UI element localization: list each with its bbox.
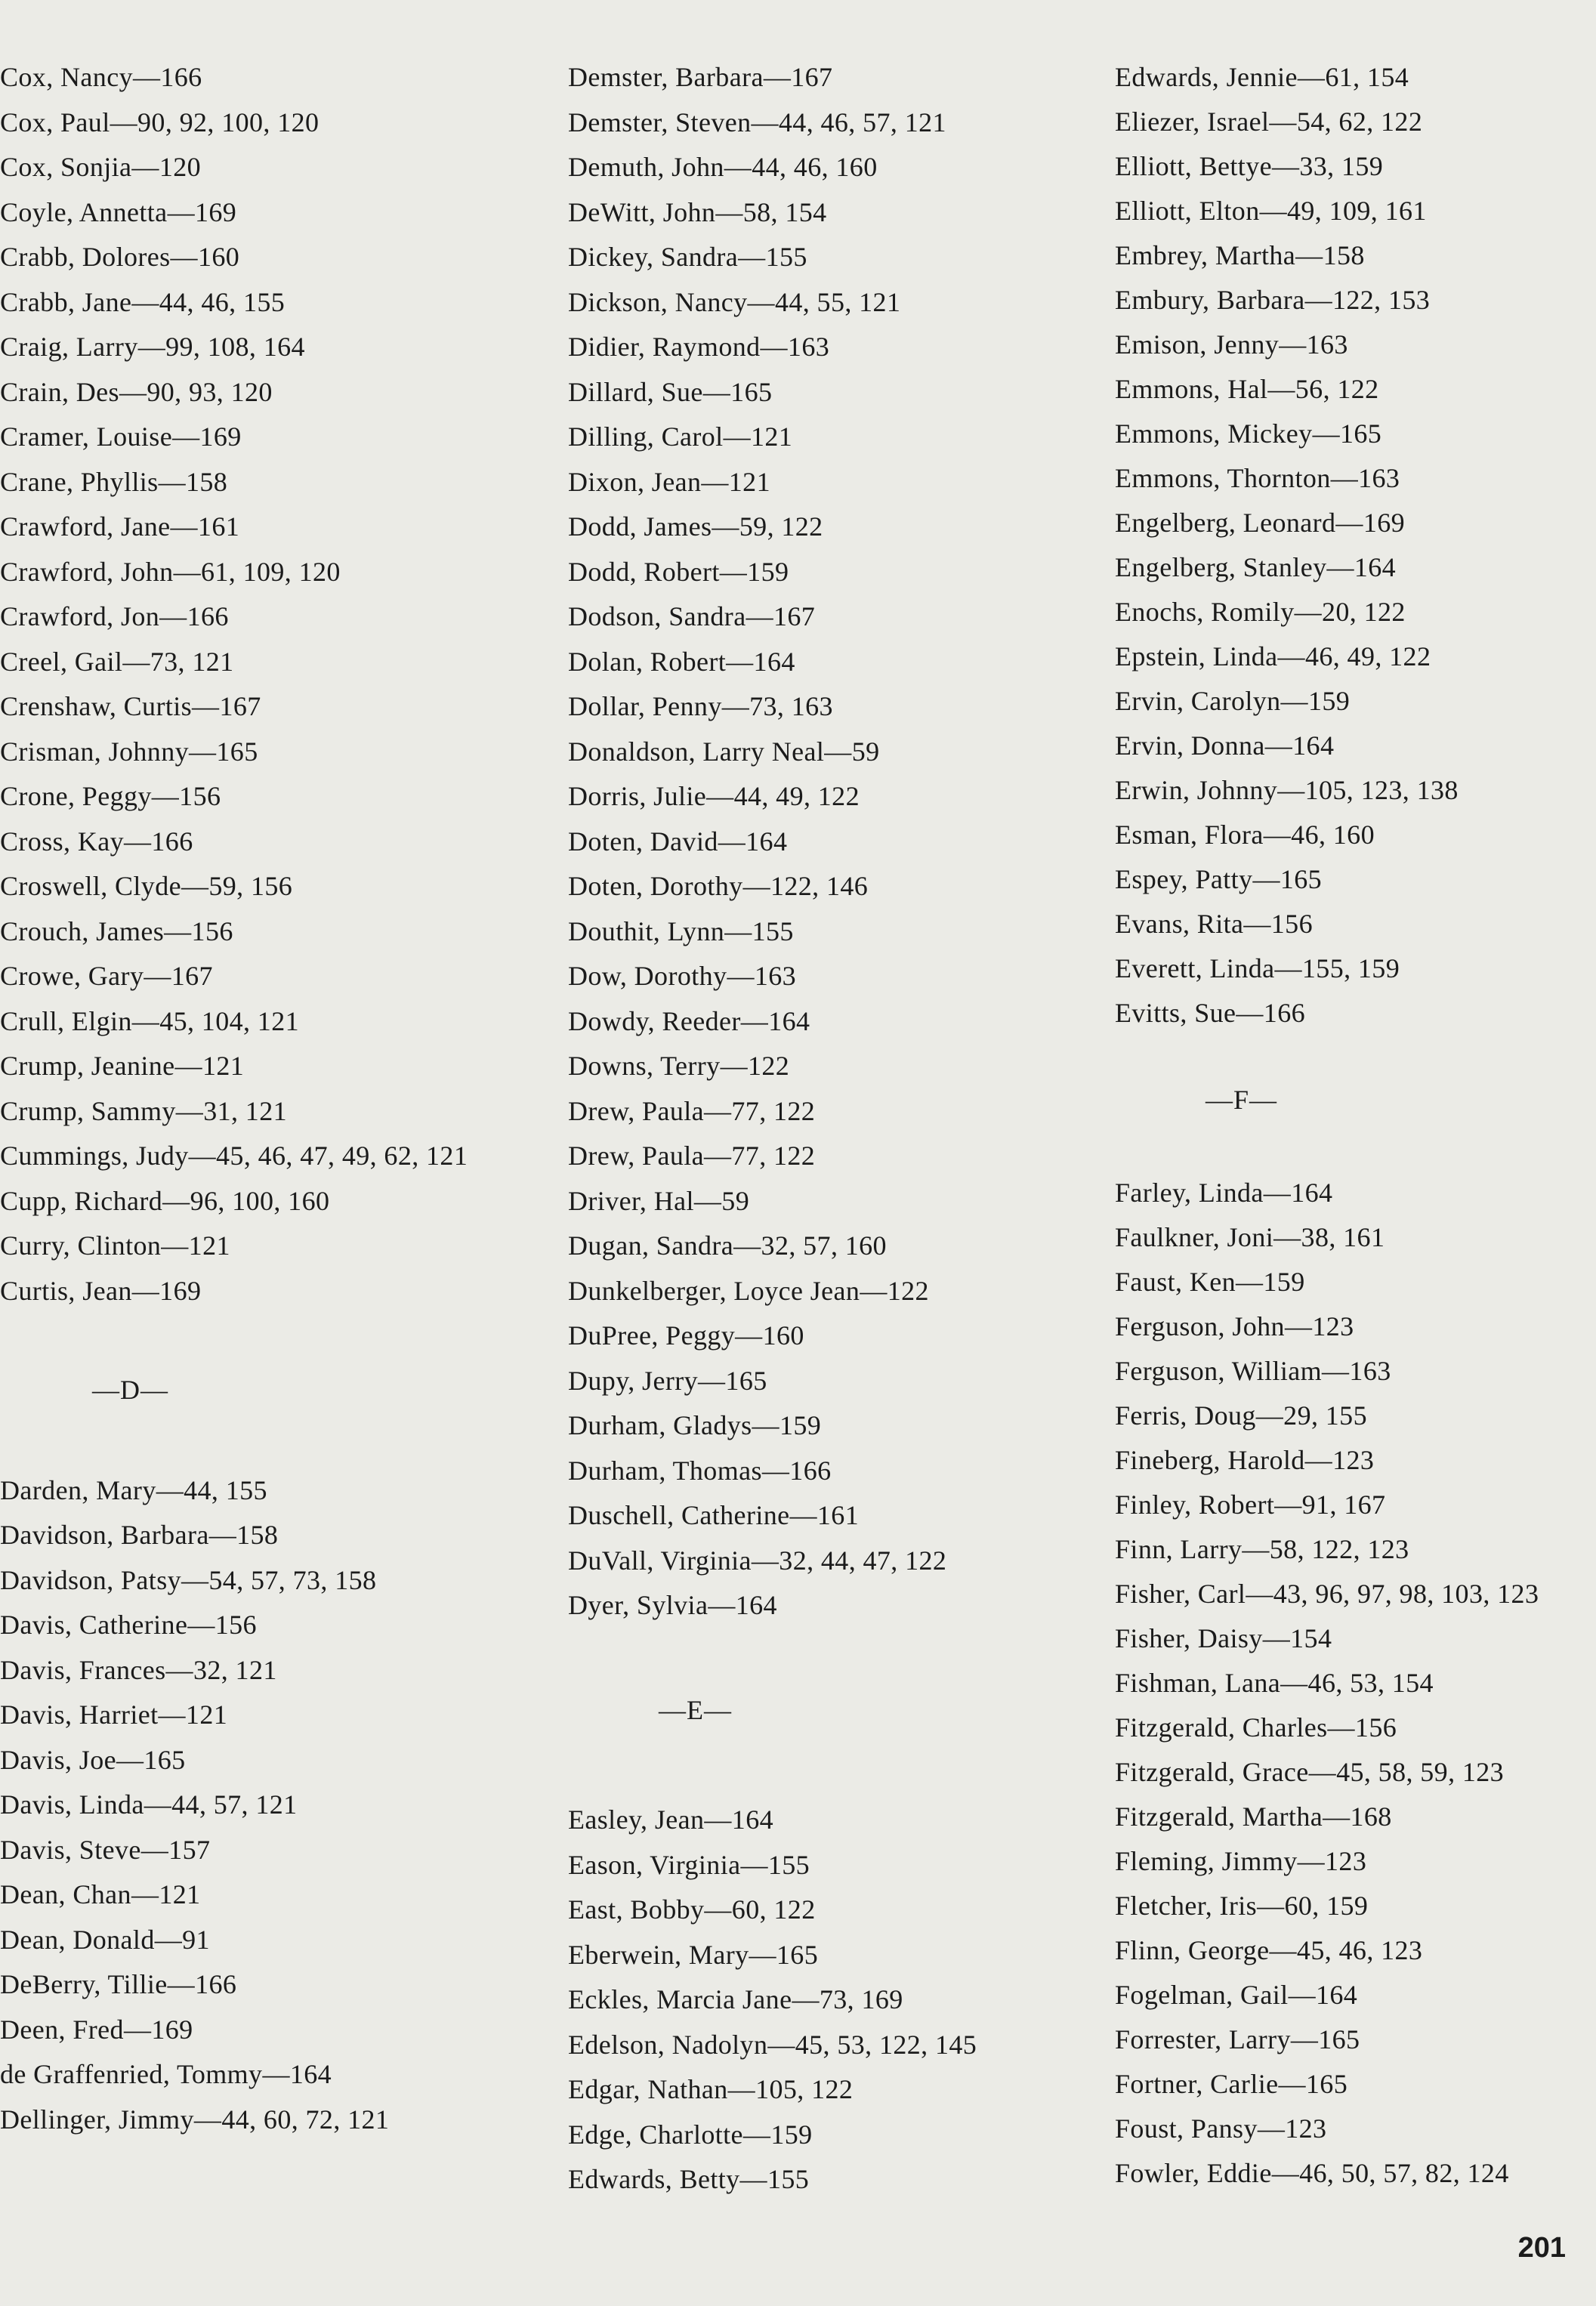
index-entry: Downs, Terry—122 xyxy=(568,1051,790,1081)
index-entry: Dillard, Sue—165 xyxy=(568,376,773,407)
index-entry: Eberwein, Mary—165 xyxy=(568,1939,819,1970)
index-entry: Eason, Virginia—155 xyxy=(568,1849,810,1880)
index-entry: Crawford, Jon—166 xyxy=(0,601,229,631)
index-entry: Crabb, Dolores—160 xyxy=(0,242,240,272)
index-entry: Davis, Frances—32, 121 xyxy=(0,1654,277,1685)
index-entry: Dodson, Sandra—167 xyxy=(568,601,816,631)
index-entry: Driver, Hal—59 xyxy=(568,1185,750,1216)
page-number: 201 xyxy=(1517,2232,1566,2264)
index-entry: Edwards, Betty—155 xyxy=(568,2164,810,2194)
index-entry: Edge, Charlotte—159 xyxy=(568,2119,813,2150)
index-entry: Enochs, Romily—20, 122 xyxy=(1115,597,1406,627)
index-entry: Deen, Fred—169 xyxy=(0,2014,193,2045)
index-entry: Davis, Steve—157 xyxy=(0,1834,211,1865)
index-entry: Crull, Elgin—45, 104, 121 xyxy=(0,1005,299,1036)
index-entry: Douthit, Lynn—155 xyxy=(568,915,794,946)
index-entry: Crabb, Jane—44, 46, 155 xyxy=(0,286,286,317)
index-entry: Crump, Jeanine—121 xyxy=(0,1051,245,1081)
index-entry: DeWitt, John—58, 154 xyxy=(568,196,827,227)
index-entry: Fineberg, Harold—123 xyxy=(1115,1445,1375,1475)
index-entry: Durham, Thomas—166 xyxy=(568,1455,832,1486)
section-letter-heading: —E— xyxy=(659,1695,732,1725)
index-entry: Davis, Catherine—156 xyxy=(0,1610,257,1640)
index-entry: Engelberg, Leonard—169 xyxy=(1115,508,1406,538)
index-entry: Dow, Dorothy—163 xyxy=(568,961,797,991)
index-entry: Fitzgerald, Charles—156 xyxy=(1115,1712,1397,1743)
index-entry: Dilling, Carol—121 xyxy=(568,421,793,452)
index-entry: Dellinger, Jimmy—44, 60, 72, 121 xyxy=(0,2104,390,2135)
index-entry: Dupy, Jerry—165 xyxy=(568,1365,767,1396)
index-entry: Cummings, Judy—45, 46, 47, 49, 62, 121 xyxy=(0,1141,468,1171)
index-entry: Emmons, Mickey—165 xyxy=(1115,418,1382,449)
index-entry: Fortner, Carlie—165 xyxy=(1115,2069,1348,2099)
index-entry: Crone, Peggy—156 xyxy=(0,781,221,811)
index-entry: Elliott, Bettye—33, 159 xyxy=(1115,151,1384,181)
index-entry: Curtis, Jean—169 xyxy=(0,1275,202,1306)
index-entry: Fletcher, Iris—60, 159 xyxy=(1115,1891,1369,1921)
index-entry: Dollar, Penny—73, 163 xyxy=(568,691,833,721)
index-entry: Davidson, Patsy—54, 57, 73, 158 xyxy=(0,1564,377,1595)
index-entry: Davidson, Barbara—158 xyxy=(0,1520,279,1550)
index-entry: Fogelman, Gail—164 xyxy=(1115,1980,1358,2010)
index-entry: Espey, Patty—165 xyxy=(1115,864,1323,894)
index-entry: Dean, Donald—91 xyxy=(0,1924,210,1955)
index-entry: Flinn, George—45, 46, 123 xyxy=(1115,1935,1423,1965)
index-entry: Erwin, Johnny—105, 123, 138 xyxy=(1115,775,1459,805)
index-entry: Curry, Clinton—121 xyxy=(0,1230,230,1261)
index-entry: DeBerry, Tillie—166 xyxy=(0,1969,237,1999)
index-entry: Crisman, Johnny—165 xyxy=(0,736,258,767)
index-entry: Ervin, Donna—164 xyxy=(1115,730,1335,761)
index-entry: Dolan, Robert—164 xyxy=(568,646,795,677)
index-entry: Emison, Jenny—163 xyxy=(1115,329,1348,360)
index-entry: Coyle, Annetta—169 xyxy=(0,196,237,227)
index-entry: Cross, Kay—166 xyxy=(0,826,193,857)
index-entry: Crain, Des—90, 93, 120 xyxy=(0,376,273,407)
index-entry: Emmons, Hal—56, 122 xyxy=(1115,374,1379,404)
index-entry: Edelson, Nadolyn—45, 53, 122, 145 xyxy=(568,2029,977,2060)
index-entry: Faust, Ken—159 xyxy=(1115,1267,1305,1297)
index-entry: Ferris, Doug—29, 155 xyxy=(1115,1400,1367,1431)
index-entry: Davis, Linda—44, 57, 121 xyxy=(0,1789,298,1820)
index-entry: Dyer, Sylvia—164 xyxy=(568,1590,777,1620)
index-entry: Ferguson, John—123 xyxy=(1115,1311,1354,1341)
index-entry: DuVall, Virginia—32, 44, 47, 122 xyxy=(568,1545,947,1576)
index-entry: Darden, Mary—44, 155 xyxy=(0,1474,267,1505)
index-entry: Embrey, Martha—158 xyxy=(1115,240,1365,270)
index-entry: Fitzgerald, Martha—168 xyxy=(1115,1801,1392,1832)
index-entry: Crenshaw, Curtis—167 xyxy=(0,691,261,721)
index-entry: Epstein, Linda—46, 49, 122 xyxy=(1115,641,1431,671)
section-letter-heading: —D— xyxy=(92,1374,168,1405)
index-entry: Dorris, Julie—44, 49, 122 xyxy=(568,781,860,811)
index-entry: Ervin, Carolyn—159 xyxy=(1115,686,1351,716)
index-entry: Crouch, James—156 xyxy=(0,915,233,946)
index-entry: Dodd, James—59, 122 xyxy=(568,511,823,542)
section-letter-heading: —F— xyxy=(1205,1085,1278,1115)
index-entry: Fowler, Eddie—46, 50, 57, 82, 124 xyxy=(1115,2158,1509,2188)
index-entry: Eliezer, Israel—54, 62, 122 xyxy=(1115,107,1423,137)
index-entry: DuPree, Peggy—160 xyxy=(568,1320,804,1351)
index-entry: Durham, Gladys—159 xyxy=(568,1410,822,1440)
index-entry: Duschell, Catherine—161 xyxy=(568,1500,860,1530)
index-entry: Farley, Linda—164 xyxy=(1115,1178,1333,1208)
index-entry: Easley, Jean—164 xyxy=(568,1804,773,1835)
index-entry: Cupp, Richard—96, 100, 160 xyxy=(0,1185,330,1216)
index-entry: Dugan, Sandra—32, 57, 160 xyxy=(568,1230,887,1261)
index-entry: Dunkelberger, Loyce Jean—122 xyxy=(568,1275,929,1306)
index-entry: Cox, Paul—90, 92, 100, 120 xyxy=(0,107,320,137)
index-entry: Emmons, Thornton—163 xyxy=(1115,463,1400,493)
index-entry: Creel, Gail—73, 121 xyxy=(0,646,234,677)
index-entry: de Graffenried, Tommy—164 xyxy=(0,2059,332,2089)
index-entry: Edwards, Jennie—61, 154 xyxy=(1115,62,1409,92)
index-entry: Finn, Larry—58, 122, 123 xyxy=(1115,1534,1409,1564)
index-column-2 xyxy=(568,60,1089,2208)
index-entry: Fleming, Jimmy—123 xyxy=(1115,1846,1367,1876)
index-entry: Fishman, Lana—46, 53, 154 xyxy=(1115,1668,1434,1698)
index-entry: Davis, Joe—165 xyxy=(0,1744,186,1775)
index-entry: Engelberg, Stanley—164 xyxy=(1115,552,1397,582)
index-entry: Didier, Raymond—163 xyxy=(568,332,830,362)
index-entry: Doten, Dorothy—122, 146 xyxy=(568,871,869,901)
index-entry: Dixon, Jean—121 xyxy=(568,466,770,497)
index-entry: East, Bobby—60, 122 xyxy=(568,1894,816,1925)
index-entry: Cox, Nancy—166 xyxy=(0,62,202,92)
index-entry: Dickey, Sandra—155 xyxy=(568,242,807,272)
index-entry: Esman, Flora—46, 160 xyxy=(1115,820,1375,850)
index-entry: Crawford, John—61, 109, 120 xyxy=(0,556,341,587)
index-entry: Foust, Pansy—123 xyxy=(1115,2113,1327,2144)
index-entry: Edgar, Nathan—105, 122 xyxy=(568,2074,854,2104)
index-entry: Crump, Sammy—31, 121 xyxy=(0,1095,288,1126)
index-entry: Faulkner, Joni—38, 161 xyxy=(1115,1222,1385,1252)
index-entry: Crane, Phyllis—158 xyxy=(0,466,228,497)
index-entry: Fitzgerald, Grace—45, 58, 59, 123 xyxy=(1115,1757,1505,1787)
index-entry: Davis, Harriet—121 xyxy=(0,1699,228,1730)
index-entry: Craig, Larry—99, 108, 164 xyxy=(0,332,305,362)
index-column-1 xyxy=(0,60,559,2147)
index-entry: Evitts, Sue—166 xyxy=(1115,998,1306,1028)
index-entry: Fisher, Daisy—154 xyxy=(1115,1623,1332,1653)
index-entry: Dickson, Nancy—44, 55, 121 xyxy=(568,286,901,317)
index-entry: Cox, Sonjia—120 xyxy=(0,152,202,182)
index-entry: Crawford, Jane—161 xyxy=(0,511,240,542)
index-entry: Demuth, John—44, 46, 160 xyxy=(568,152,878,182)
index-entry: Cramer, Louise—169 xyxy=(0,421,242,452)
index-entry: Drew, Paula—77, 122 xyxy=(568,1095,816,1126)
index-entry: Demster, Barbara—167 xyxy=(568,62,833,92)
index-entry: Donaldson, Larry Neal—59 xyxy=(568,736,880,767)
index-entry: Dean, Chan—121 xyxy=(0,1879,201,1909)
index-entry: Croswell, Clyde—59, 156 xyxy=(0,871,293,901)
index-entry: Evans, Rita—156 xyxy=(1115,909,1313,939)
index-entry: Demster, Steven—44, 46, 57, 121 xyxy=(568,107,946,137)
index-entry: Crowe, Gary—167 xyxy=(0,961,213,991)
index-column-3 xyxy=(1115,60,1596,2201)
index-entry: Elliott, Elton—49, 109, 161 xyxy=(1115,196,1427,226)
index-entry: Ferguson, William—163 xyxy=(1115,1356,1391,1386)
index-entry: Dodd, Robert—159 xyxy=(568,556,789,587)
index-entry: Drew, Paula—77, 122 xyxy=(568,1141,816,1171)
index-entry: Doten, David—164 xyxy=(568,826,788,857)
index-entry: Eckles, Marcia Jane—73, 169 xyxy=(568,1984,903,2014)
index-entry: Fisher, Carl—43, 96, 97, 98, 103, 123 xyxy=(1115,1579,1539,1609)
index-entry: Dowdy, Reeder—164 xyxy=(568,1005,810,1036)
index-entry: Finley, Robert—91, 167 xyxy=(1115,1489,1386,1520)
index-entry: Embury, Barbara—122, 153 xyxy=(1115,285,1431,315)
index-entry: Everett, Linda—155, 159 xyxy=(1115,953,1400,983)
index-entry: Forrester, Larry—165 xyxy=(1115,2024,1360,2054)
